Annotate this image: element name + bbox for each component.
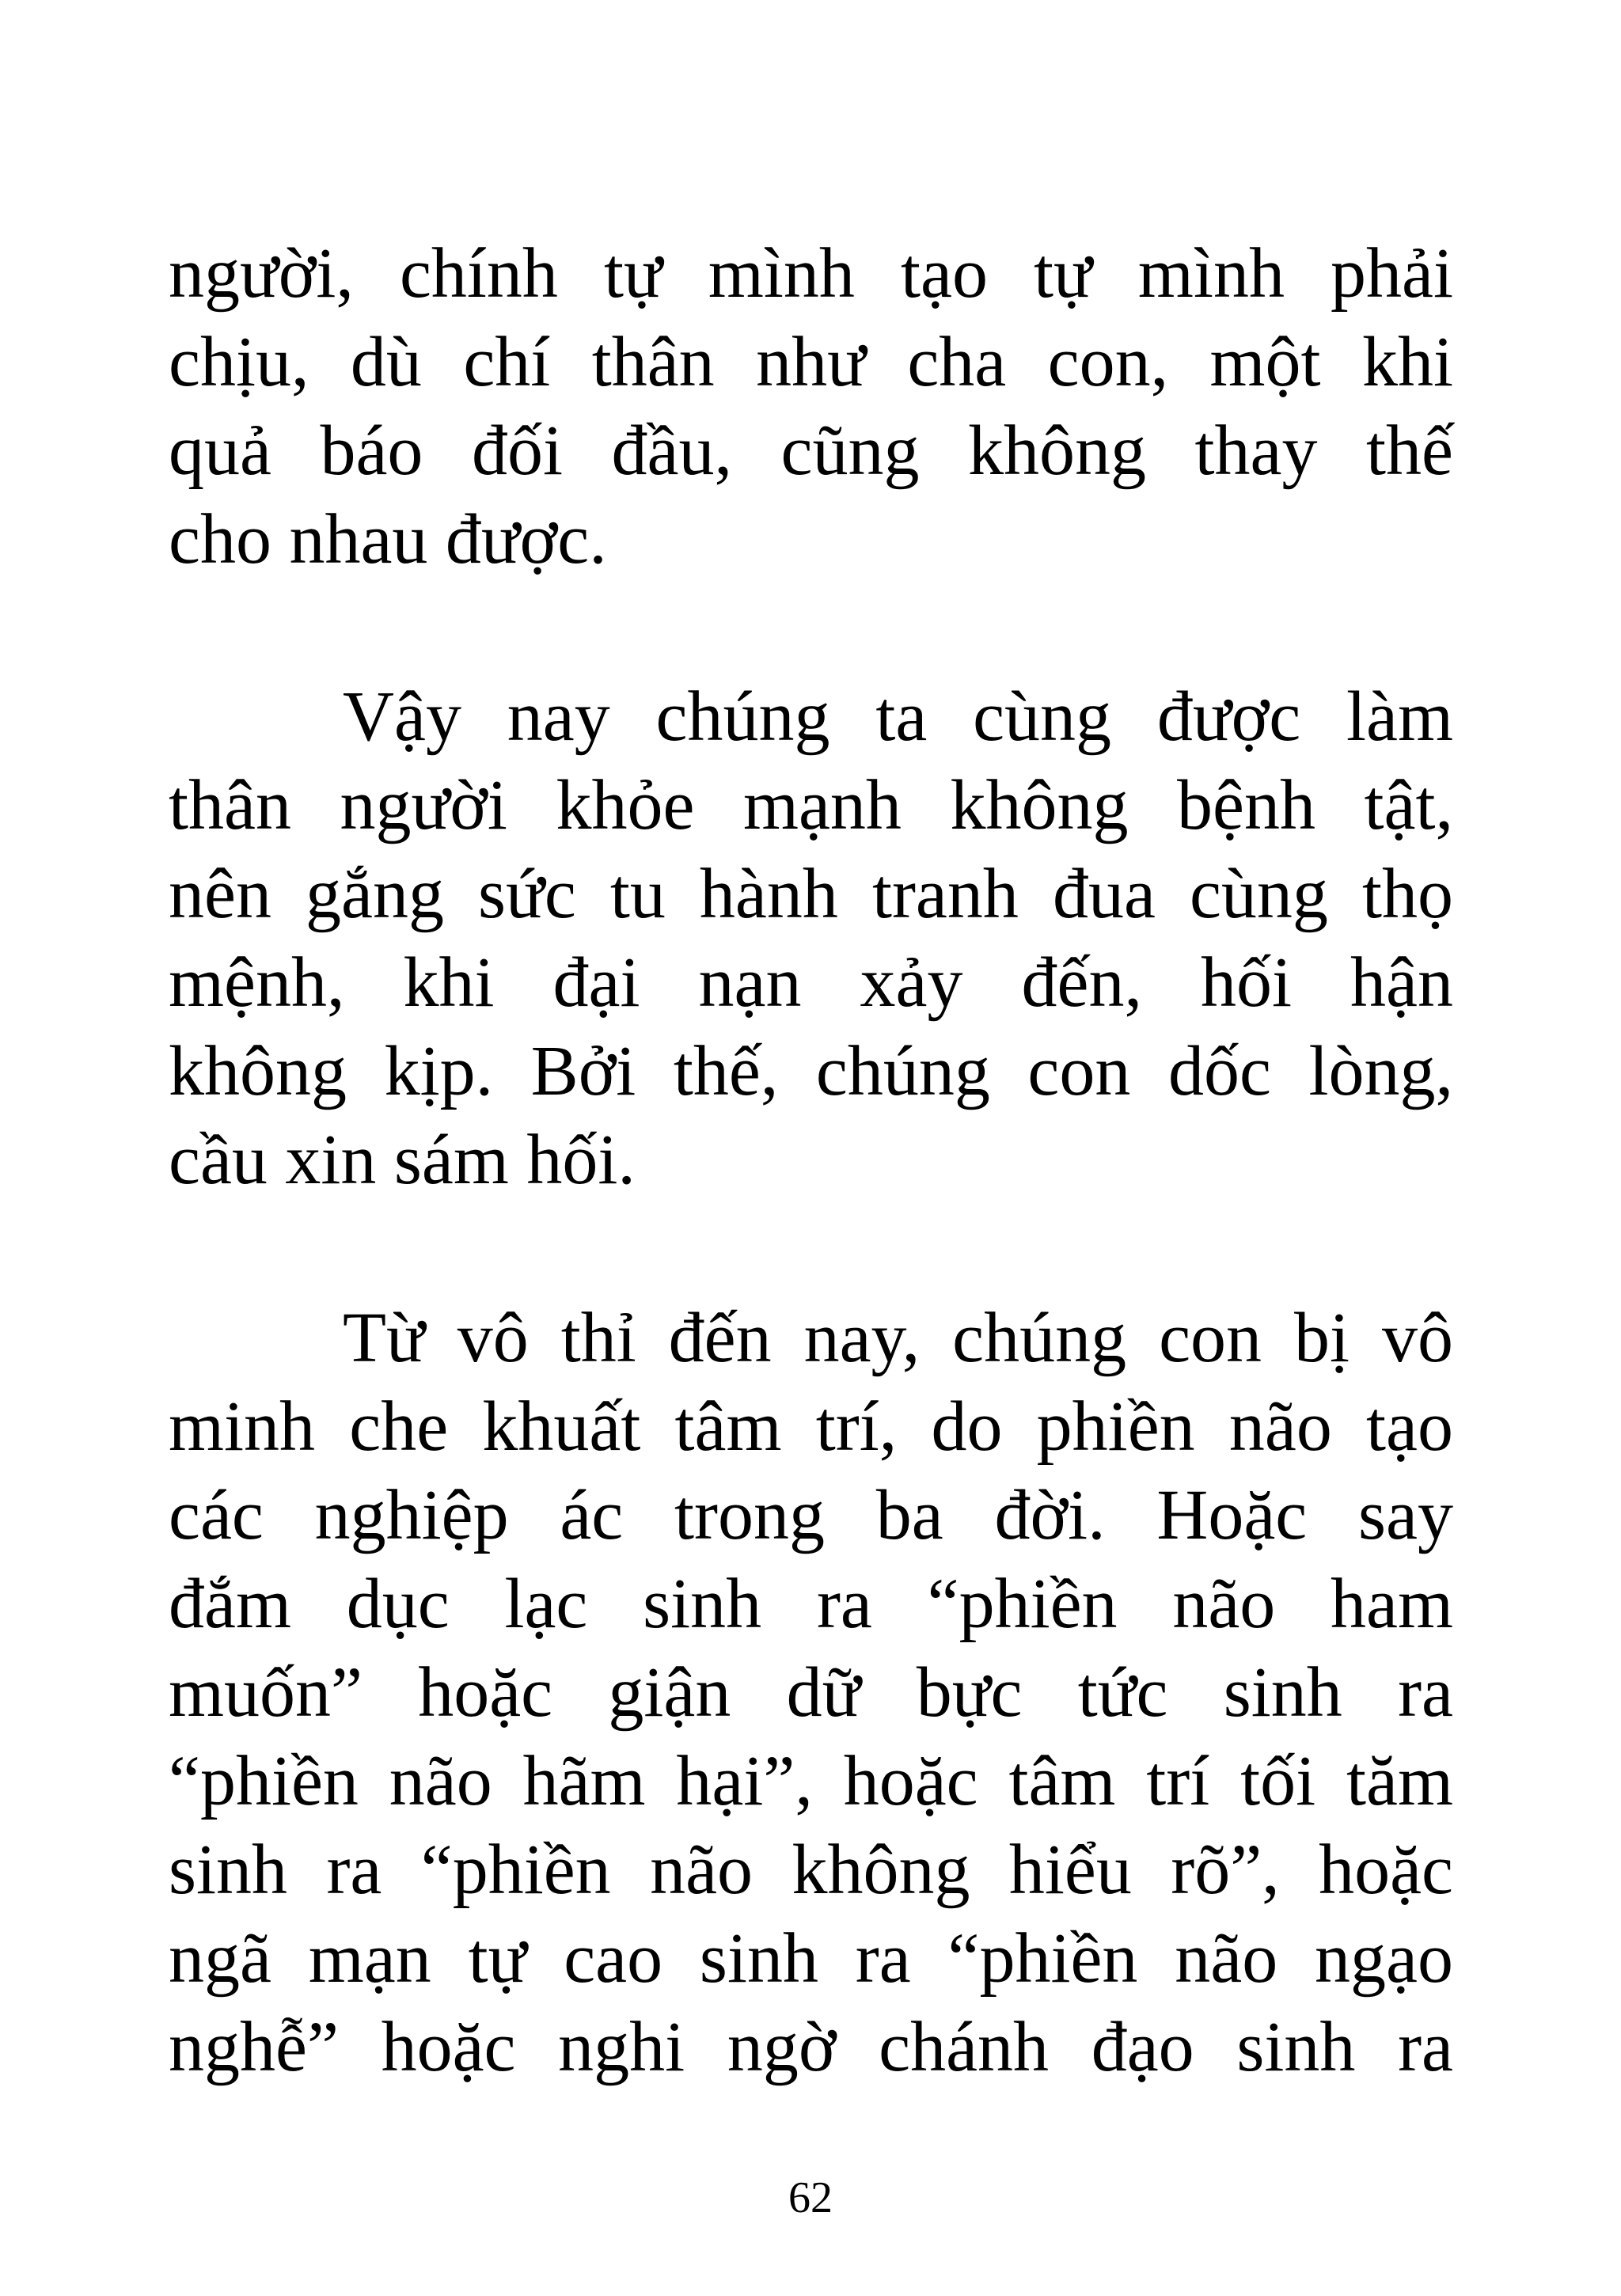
text-line: thân người khỏe mạnh không bệnh tật, — [169, 766, 1453, 844]
paragraph-3 — [169, 1294, 1453, 2092]
text-line: nên gắng sức tu hành tranh đua cùng thọ — [169, 855, 1453, 933]
text-line: sinh ra “phiền não không hiểu rõ”, hoặc — [169, 1831, 1453, 1909]
text-line: đắm dục lạc sinh ra “phiền não ham — [169, 1565, 1453, 1643]
text-line: cầu xin sám hối. — [169, 1121, 636, 1199]
text-line: quả báo đối đầu, cũng không thay thế — [169, 412, 1453, 490]
text-line: mệnh, khi đại nạn xảy đến, hối hận — [169, 943, 1453, 1022]
text-line: ngã mạn tự cao sinh ra “phiền não ngạo — [169, 1919, 1453, 1998]
text-line: muốn” hoặc giận dữ bực tức sinh ra — [169, 1653, 1453, 1732]
paragraph-1 — [169, 230, 1453, 584]
paragraph-2 — [169, 673, 1453, 1205]
text-line: các nghiệp ác trong ba đời. Hoặc say — [169, 1476, 1453, 1554]
text-line: người, chính tự mình tạo tự mình phải — [169, 234, 1453, 313]
page-number: 62 — [788, 2173, 833, 2222]
text-line: Từ vô thỉ đến nay, chúng con bị vô — [343, 1299, 1453, 1377]
text-line: chịu, dù chí thân như cha con, một khi — [169, 323, 1453, 401]
text-line: “phiền não hãm hại”, hoặc tâm trí tối tăm — [169, 1742, 1453, 1820]
text-line: minh che khuất tâm trí, do phiền não tạo — [169, 1387, 1453, 1466]
text-line: nghễ” hoặc nghi ngờ chánh đạo sinh ra — [169, 2008, 1453, 2086]
text-line: Vậy nay chúng ta cùng được làm — [343, 677, 1453, 756]
text-line: không kịp. Bởi thế, chúng con dốc lòng, — [169, 1032, 1453, 1110]
text-line: cho nhau được. — [169, 500, 607, 579]
